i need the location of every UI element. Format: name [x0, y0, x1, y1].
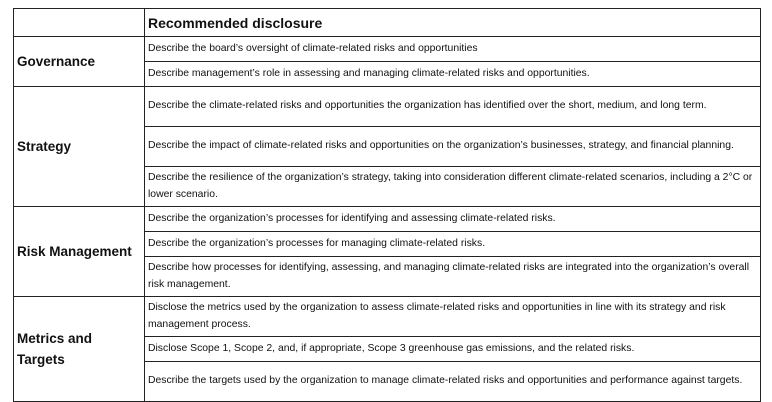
header-row	[14, 9, 761, 37]
disclosure-item: Describe the organization’s processes for managing climate-related risks.	[145, 232, 761, 257]
disclosure-item: Describe the resilience of the organization’s strategy, taking into consideration different climate-related scenarios, including a 2°C or lower scenario.	[145, 167, 761, 207]
disclosure-table-container	[13, 8, 760, 402]
strategy-row-1	[14, 87, 761, 127]
header-disclosure-cell: Recommended disclosure	[145, 9, 761, 37]
category-governance: Governance	[14, 37, 145, 87]
category-metrics-and-targets: Metrics and Targets	[14, 297, 145, 402]
disclosure-item: Describe how processes for identifying, assessing, and managing climate-related risks are integrated into the organization’s overall risk management.	[145, 257, 761, 297]
header-category-cell	[14, 9, 145, 37]
metrics-targets-row-1	[14, 297, 761, 337]
category-strategy: Strategy	[14, 87, 145, 207]
disclosure-item: Disclose Scope 1, Scope 2, and, if appropriate, Scope 3 greenhouse gas emissions, and the related risks.	[145, 337, 761, 362]
disclosure-item: Describe the targets used by the organization to manage climate-related risks and opportunities and performance against targets.	[145, 362, 761, 402]
disclosure-item: Describe the impact of climate-related risks and opportunities on the organization’s businesses, strategy, and financial planning.	[145, 127, 761, 167]
disclosure-item: Disclose the metrics used by the organization to assess climate-related risks and opportunities in line with its strategy and risk management process.	[145, 297, 761, 337]
disclosure-item: Describe the climate-related risks and opportunities the organization has identified over the short, medium, and long term.	[145, 87, 761, 127]
disclosure-item: Describe the organization’s processes for identifying and assessing climate-related risks.	[145, 207, 761, 232]
disclosure-table	[13, 8, 761, 402]
disclosure-item: Describe management’s role in assessing and managing climate-related risks and opportunities.	[145, 62, 761, 87]
risk-management-row-1	[14, 207, 761, 232]
governance-row-1	[14, 37, 761, 62]
disclosure-item: Describe the board’s oversight of climate-related risks and opportunities	[145, 37, 761, 62]
category-risk-management: Risk Management	[14, 207, 145, 297]
